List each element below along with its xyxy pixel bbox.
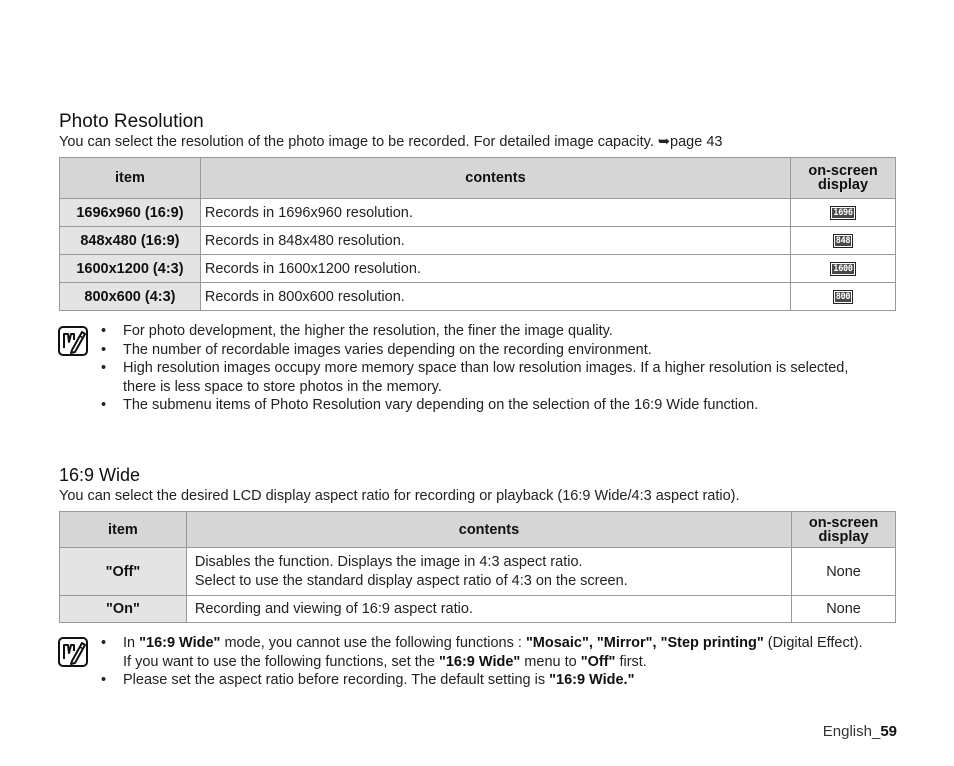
row-contents-line: Disables the function. Displays the image in 4:3 aspect ratio.: [194, 553, 583, 570]
resolution-1600-icon: 1600: [830, 262, 855, 276]
photo-resolution-notes: [100, 322, 870, 415]
row-display: None: [792, 596, 896, 623]
row-display: [791, 283, 896, 311]
resolution-848-icon: 848: [833, 234, 853, 248]
row-contents: Recording and viewing of 16:9 aspect ratio.: [186, 596, 791, 623]
list-item: • The submenu items of Photo Resolution vary depending on the selection of the 16:9 Wide function.: [100, 396, 870, 415]
row-contents-line: Select to use the standard display aspect ratio of 4:3 on the screen.: [194, 572, 628, 589]
table-row: [60, 283, 896, 311]
memo-pencil-icon: [58, 326, 88, 356]
row-contents: Records in 800x600 resolution.: [200, 283, 790, 311]
list-item: • The number of recordable images varies depending on the recording environment.: [100, 341, 870, 360]
row-display: [791, 227, 896, 255]
table-row: [60, 596, 896, 623]
row-item: 1696x960 (16:9): [60, 199, 201, 227]
row-display: [791, 199, 896, 227]
photo-resolution-table: [59, 157, 896, 311]
row-item: 848x480 (16:9): [60, 227, 201, 255]
photo-resolution-intro: You can select the resolution of the photo image to be recorded. For detailed image capacity. ➥page 43: [59, 134, 723, 150]
table-header-row: [60, 158, 896, 199]
table-row: [60, 199, 896, 227]
resolution-1696-icon: 1696: [830, 206, 855, 220]
header-contents: contents: [186, 512, 791, 548]
list-item: • For photo development, the higher the resolution, the finer the image quality.: [100, 322, 870, 341]
header-contents: contents: [200, 158, 790, 199]
list-item: • High resolution images occupy more memory space than low resolution images. If a higher resolution is selected, there is less space to store photos in the memory.: [100, 359, 870, 396]
header-display: on-screen display: [791, 158, 896, 199]
list-item: • In "16:9 Wide" mode, you cannot use the following functions : "Mosaic", "Mirror", "Step printing" (Digital Effect). If you want to use the following functions, set the "16:9 Wide" menu to "Off" first.: [100, 634, 870, 671]
row-contents: Records in 1600x1200 resolution.: [200, 255, 790, 283]
wide-intro: You can select the desired LCD display aspect ratio for recording or playback (16:9 Wide/4:3 aspect ratio).: [59, 488, 740, 504]
row-item: "Off": [60, 548, 187, 596]
header-item: item: [60, 158, 201, 199]
footer-language: English_: [822, 723, 881, 740]
header-display: on-screen display: [792, 512, 896, 548]
table-header-row: [60, 512, 896, 548]
wide-table: [59, 511, 896, 623]
table-row: [60, 255, 896, 283]
row-display: [791, 255, 896, 283]
page-footer: [823, 723, 897, 740]
header-item: item: [60, 512, 187, 548]
row-item: 1600x1200 (4:3): [60, 255, 201, 283]
row-contents: Records in 848x480 resolution.: [200, 227, 790, 255]
row-item: 800x600 (4:3): [60, 283, 201, 311]
table-row: [60, 227, 896, 255]
page-number: 59: [880, 723, 897, 740]
list-item: • Please set the aspect ratio before recording. The default setting is "16:9 Wide.": [100, 671, 870, 690]
wide-notes: [100, 634, 870, 690]
resolution-800-icon: 800: [833, 290, 853, 304]
memo-pencil-icon: [58, 637, 88, 667]
row-display: None: [792, 548, 896, 596]
section-title-photo-resolution: Photo Resolution: [59, 111, 204, 132]
section-title-16-9-wide: 16:9 Wide: [59, 465, 141, 485]
row-item: "On": [60, 596, 187, 623]
table-row: [60, 548, 896, 596]
row-contents: [186, 548, 791, 596]
row-contents: Records in 1696x960 resolution.: [200, 199, 790, 227]
